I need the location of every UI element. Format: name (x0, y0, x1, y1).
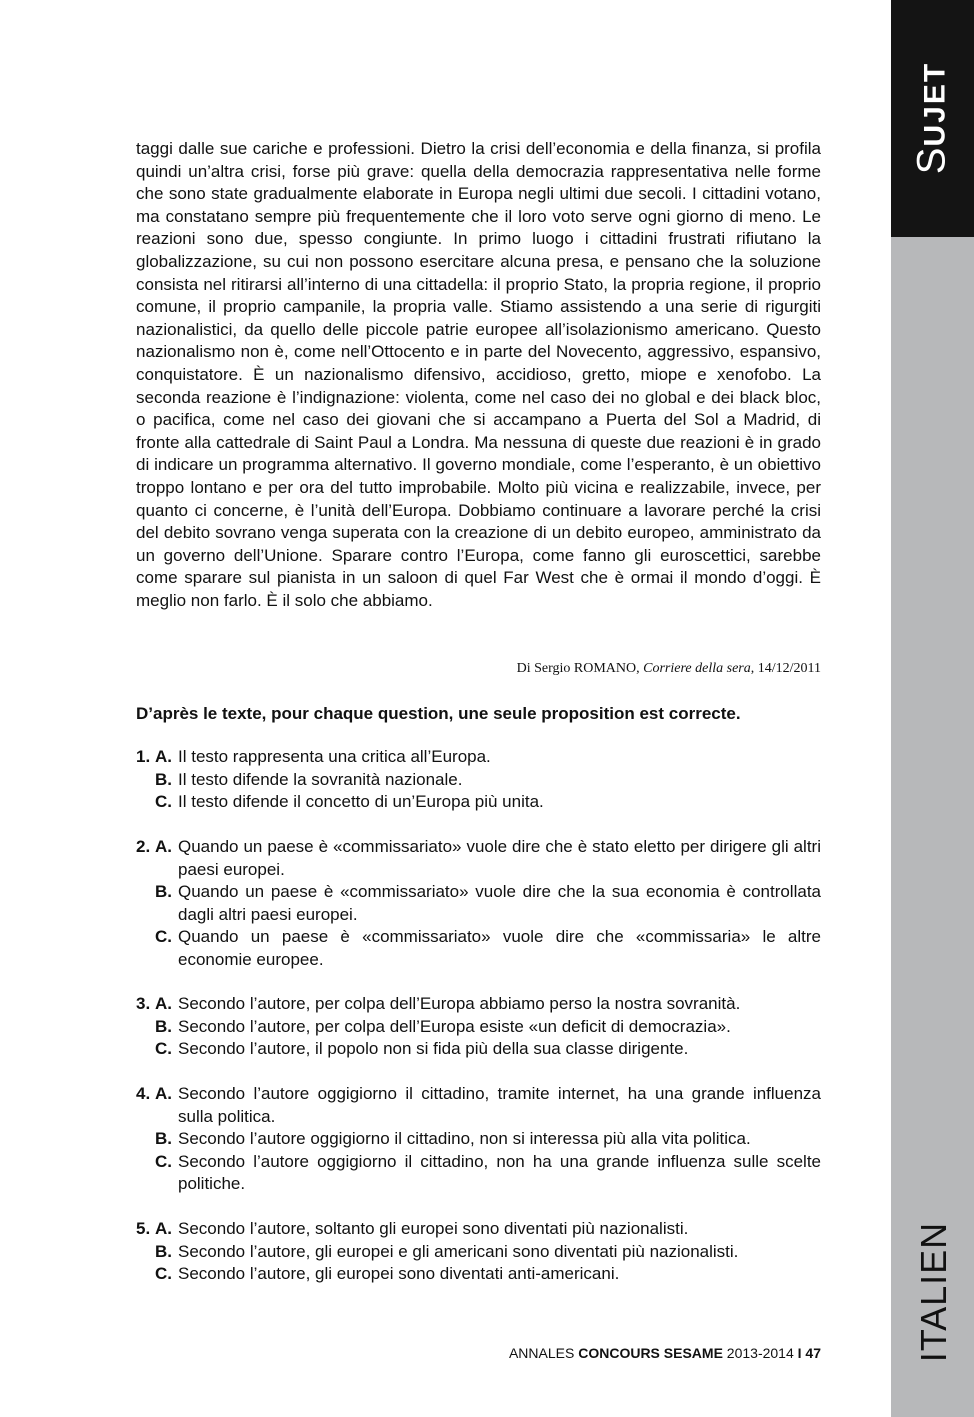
answer-option: 4. A. Secondo l’autore oggigiorno il cittadino, tramite internet, ha una grande influenza sulla politica. (136, 1084, 821, 1126)
question-2 (136, 836, 821, 972)
answer-option: 2. A. Quando un paese è «commissariato» vuole dire che è stato eletto per dirigere gli altri paesi europei. (136, 837, 821, 879)
section-label: SUJET (909, 61, 954, 175)
answer-option: B. Quando un paese è «commissariato» vuole dire che la sua economia è controllata dagli altri paesi europei. (155, 882, 821, 924)
answer-option: B. Secondo l’autore oggigiorno il cittadino, non si interessa più alla vita politica. (155, 1129, 751, 1149)
article-paragraph: taggi dalle sue cariche e professioni. Dietro la crisi dell’economia e della finanza, si profila quindi un’altra crisi, forse più grave: quella della democrazia rappresentativa nelle forme che sono state gradualmente elaborate in Europa negli ultimi due secoli. I cittadini votano, ma constatano sempre più frequentemente che il loro voto serve ogni giorno di meno. Le reazioni sono due, spesso congiunte. In primo luogo i cittadini frustrati rifiutano la globalizzazione, su cui non possono esercitare alcuna presa, e pensano che la soluzione consista nel ritirarsi all’interno di una cittadella: il proprio Stato, la propria regione, il proprio comune, il proprio campanile, la propria valle. Stiamo assistendo a una serie di rigurgiti nazionalistici, da quello delle piccole patrie europee all’isolazionismo americano. Questo nazionalismo non è, come nell’Ottocento e in parte del Novecento, aggressivo, espansivo, conquistatore. È un nazionalismo difensivo, accidioso, gretto, miope e xenofobo. La seconda reazione è l’indignazione: violenta, come nel caso dei no global e dei black bloc, o pacifica, come nel caso dei giovani che si accampano a Puerta del Sol a Madrid, di fronte alla cattedrale di Saint Paul a Londra. Ma nessuna di queste due reazioni è in grado di indicare un programma alternativo. Il governo mondiale, come l’esperanto, è un obiettivo troppo lontano e per ora del tutto improbabile. Molto più vicina e realizzabile, invece, per quanto ci concerne, è l’unità dell’Europa. Dobbiamo continuare a lavorare perché la crisi del debito sovrano venga superata con la creazione di un debito europeo, amministrato da un governo dell’Unione. Sparare contro l’Europa, come fanno gli euroscettici, sarebbe come sparare sul pianista in un saloon di quel Far West che è ormai il mondo d’oggi. È meglio non farlo. È il solo che abbiamo. (136, 139, 821, 610)
answer-option: 3. A. Secondo l’autore, per colpa dell’Europa abbiamo perso la nostra sovranità. (136, 994, 741, 1013)
answer-option: C. Il testo difende il concetto di un’Europa più unita. (155, 792, 544, 812)
question-5 (136, 1218, 821, 1286)
answer-option: B. Il testo difende la sovranità nazionale. (155, 769, 463, 789)
question-3 (136, 993, 821, 1061)
subject-label: ITALIEN (913, 1221, 954, 1363)
answer-option: B. Secondo l’autore, gli europei e gli americani sono diventati più nazionalisti. (155, 1241, 739, 1261)
question-1 (136, 746, 821, 814)
page-footer: ANNALES CONCOURS SESAME 2013-2014 I 47 (508, 1345, 821, 1361)
article-source: Di Sergio ROMANO, Corriere della sera, 14/12/2011 (516, 661, 821, 676)
answer-option: C. Secondo l’autore, gli europei sono diventati anti-americani. (155, 1264, 620, 1284)
answer-option: 5. A. Secondo l’autore, soltanto gli europei sono diventati più nazionalisti. (136, 1219, 689, 1238)
instruction: D’après le texte, pour chaque question, une seule proposition est correcte. (136, 704, 741, 723)
answer-option: C. Secondo l’autore, il popolo non si fida più della sua classe dirigente. (155, 1039, 689, 1059)
article-text (136, 138, 821, 612)
question-4 (136, 1083, 821, 1196)
answer-option: B. Secondo l’autore, per colpa dell’Europa esiste «un deficit di democrazia». (155, 1016, 731, 1036)
answer-option: C. Quando un paese è «commissariato» vuole dire che «commissaria» le altre economie europee. (155, 927, 821, 969)
answer-option: 1. A. Il testo rappresenta una critica all’Europa. (136, 747, 491, 766)
answer-option: C. Secondo l’autore oggigiorno il cittadino, non ha una grande influenza sulle scelte politiche. (155, 1151, 821, 1194)
